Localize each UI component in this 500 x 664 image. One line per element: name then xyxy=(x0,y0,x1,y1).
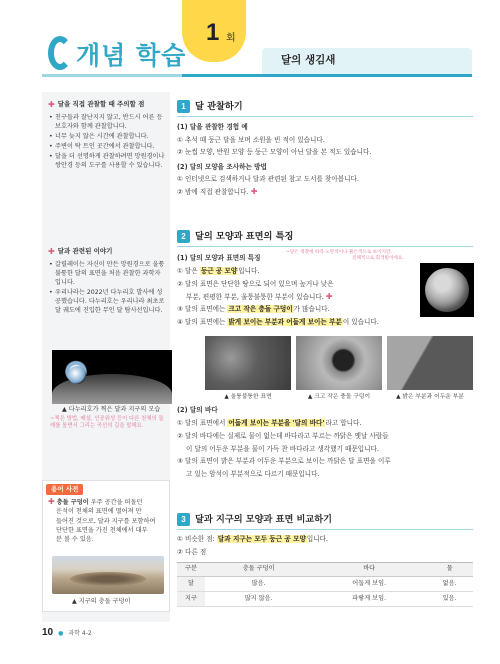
section-title: 달과 지구의 모양과 표면 비교하기 xyxy=(195,514,333,525)
page-header xyxy=(0,0,500,92)
note-line: 전체적으로 회색빛이에요. xyxy=(352,255,404,261)
photo-caption: ▲ 크고 작은 충돌 구덩이 xyxy=(307,394,371,400)
photo-caption: ▲ 지구의 충돌 구덩이 xyxy=(72,598,131,605)
body-line: ② 달의 표면은 단단한 땅으로 되어 있으며 높거나 낮은 xyxy=(177,279,334,288)
header-rule-accent xyxy=(42,74,182,77)
sidebar-tip-observe xyxy=(48,100,166,172)
subheading: (2) 달의 바다 xyxy=(177,406,218,414)
section-number: 1 xyxy=(177,100,190,113)
bright-dark-photo xyxy=(387,336,473,390)
tip-title: 달을 직접 관찰할 때 주의할 점 xyxy=(57,100,145,108)
body-line: 이 달의 어두운 부분을 물이 가득 찬 바다라고 생각했기 때문입니다. xyxy=(186,444,379,453)
body-line: ② 달의 바다에는 실제로 물이 없는데 바다라고 부르는 까닭은 옛날 사람들 xyxy=(177,431,389,440)
plus-icon: ✚ xyxy=(325,291,333,301)
moon-sea-body xyxy=(177,404,473,481)
table-cell: 달 xyxy=(177,577,205,592)
note-line: ~달은 정찰에 따라 노란색이나 붉은색으로 보이지만, xyxy=(286,250,392,255)
photo-caption: ▲ 울퉁불퉁한 표면 xyxy=(224,394,272,400)
section-3-body xyxy=(177,533,473,559)
section-heading xyxy=(177,513,332,526)
page-number: 10 xyxy=(42,627,54,638)
list-item: • 달을 더 선명하게 관찰하려면 망원경이나 쌍안경 등의 도구를 사용할 수 있습니다. xyxy=(48,153,166,171)
table-cell: 많음. xyxy=(205,577,312,592)
table-header: 물 xyxy=(426,563,473,577)
body-line: 부분, 편평한 부분, 울퉁불퉁한 부분이 있습니다. xyxy=(186,292,324,301)
list-item: • 우리나라는 2022년 다누리호 발사에 성공했습니다. 다누리호는 우리나라 최초로 달 궤도에 진입한 무인 달 탐사선입니다. xyxy=(48,289,166,316)
highlight: 달과 지구는 모두 둥근 공 모양 xyxy=(217,535,306,543)
term-tag: 용어 사전 xyxy=(46,484,83,495)
lesson-number: 1 xyxy=(206,19,220,46)
section-title: 달의 모양과 표면의 특징 xyxy=(195,231,294,242)
table-cell: 없음. xyxy=(426,577,473,592)
page-footer xyxy=(42,626,92,641)
table-header: 구분 xyxy=(177,563,205,577)
sidebar-tip-story xyxy=(48,247,166,317)
table-row xyxy=(177,592,473,607)
body-text: ① 달의 표면에서 xyxy=(177,418,228,427)
table-cell: 지구 xyxy=(177,592,205,607)
list-item: • 주변이 탁 트인 곳간에서 관찰합니다. xyxy=(48,143,166,152)
body-text: ③ 달의 표면에는 xyxy=(177,305,228,314)
term-text: 우주 공간을 떠돌던 xyxy=(90,499,143,506)
orbit-note: ~찍은 방법, 매설, 인공위성 등이 다른 천체의 둘레를 돌면서 그리는 곡선의 길을 말해요. xyxy=(50,416,164,430)
list-item: • 너무 늦지 않은 시간에 관찰합니다. xyxy=(48,133,166,142)
section-heading xyxy=(177,230,293,243)
term-definition xyxy=(48,498,166,544)
section-rule xyxy=(177,529,473,530)
subheading: (1) 달을 관찰한 경험 예 xyxy=(177,123,248,131)
tip-list xyxy=(48,114,166,171)
brand-title: 개념 학습 xyxy=(76,41,187,70)
brand-c-logo xyxy=(48,36,72,70)
highlight: 밝게 보이는 부분과 어둡게 보이는 부분 xyxy=(228,318,342,327)
term-text: 들어진 것으로, 달과 지구를 포함하여 xyxy=(56,517,156,525)
body-line: 고 있는 암석이 부분적으로 다르기 때문입니다. xyxy=(186,470,320,479)
section-heading xyxy=(177,100,243,113)
bumpy-surface-photo xyxy=(205,336,291,390)
highlight: 어둡게 보이는 부분을 '달의 바다' xyxy=(228,418,325,427)
tip-list xyxy=(48,261,166,316)
body-text: ① 비슷한 점: xyxy=(177,535,217,543)
body-line: ② 다른 점 xyxy=(177,547,207,556)
table-row xyxy=(177,577,473,592)
table-header-row xyxy=(177,563,473,577)
tip-title: 달과 관련된 이야기 xyxy=(57,247,113,255)
lesson-suffix: 회 xyxy=(226,33,236,44)
crater-photo xyxy=(296,336,382,390)
table-header: 바다 xyxy=(312,563,426,577)
highlight: 둥근 공 모양 xyxy=(200,266,238,275)
body-text: ④ 달의 표면에는 xyxy=(177,318,228,327)
term-text: 분 볼 수 있음. xyxy=(56,536,94,544)
section-2-body xyxy=(177,252,473,329)
body-line: ② 눈썹 모양, 반원 모양 등 둥근 모양이 아닌 달을 본 적도 있습니다. xyxy=(177,148,372,157)
photo-caption: ▲ 밝은 부분과 어두운 부분 xyxy=(396,394,464,400)
list-item: • 갈릴레이는 자신이 만든 망원경으로 울퉁불퉁한 달의 표면을 처음 관찰한 과학자입니다. xyxy=(48,261,166,288)
body-line: ① 인터넷으로 검색하거나 달과 관련된 참고 도서를 찾아봅니다. xyxy=(177,175,359,184)
term-text: 단단한 표면을 가진 천체에서 대부 xyxy=(56,526,148,534)
body-text: 이 있습니다. xyxy=(342,318,379,327)
section-number: 2 xyxy=(177,230,190,243)
body-text: 입니다. xyxy=(306,535,329,543)
table-cell: 어둡게 보임. xyxy=(312,577,426,592)
body-line: ① 추석 때 둥근 달을 보며 소원을 빈 적이 있습니다. xyxy=(177,135,325,144)
section-rule xyxy=(177,246,473,247)
body-text: 라고 합니다. xyxy=(325,418,362,427)
table-cell: 많지 않음. xyxy=(205,592,312,607)
body-text: 입니다. xyxy=(238,266,260,275)
subheading: (1) 달의 모양과 표면의 특징 xyxy=(177,254,261,262)
plus-icon: ✚ xyxy=(48,497,55,506)
section-rule xyxy=(177,116,473,117)
plus-icon: ✚ xyxy=(48,99,55,109)
table-cell: 파랗게 보임. xyxy=(312,592,426,607)
table-cell: 있음. xyxy=(426,592,473,607)
photo-caption: ▲ 다누리호가 찍은 달과 지구의 모습 xyxy=(62,406,161,413)
list-item: • 친구들과 잘난지지 않고, 반드시 어른 등 보호자와 함께 관찰합니다. xyxy=(48,114,166,132)
plus-icon: ✚ xyxy=(250,186,258,196)
plus-icon: ✚ xyxy=(48,246,55,256)
body-line: ③ 달의 표면이 밝은 부분과 어두운 부분으로 보이는 까닭은 달 표면을 이루 xyxy=(177,457,391,466)
term-title: 충돌 구덩이 xyxy=(56,499,89,506)
separator-dot: ● xyxy=(58,630,64,637)
body-line: ② 밤에 직접 관찰합니다. xyxy=(177,187,249,196)
earth-image xyxy=(68,366,86,384)
book-title: 과학 4-2 xyxy=(68,630,92,637)
term-text: 운석이 천체의 표면에 떨어져 만 xyxy=(56,508,142,516)
topic-title: 달의 생김새 xyxy=(281,54,336,66)
subheading: (2) 달의 모양을 조사하는 방법 xyxy=(177,162,267,171)
section-title: 달 관찰하기 xyxy=(195,101,243,112)
earth-crater-photo xyxy=(52,556,164,594)
body-text: ① 달은 xyxy=(177,266,200,275)
table-header: 충돌 구덩이 xyxy=(205,563,312,577)
earth-moon-photo xyxy=(52,350,172,404)
comparison-table xyxy=(177,562,473,607)
section-number: 3 xyxy=(177,513,190,526)
highlight: 크고 작은 충돌 구덩이 xyxy=(228,305,293,314)
section-1-body xyxy=(177,121,473,198)
body-text: 가 많습니다. xyxy=(293,305,330,314)
